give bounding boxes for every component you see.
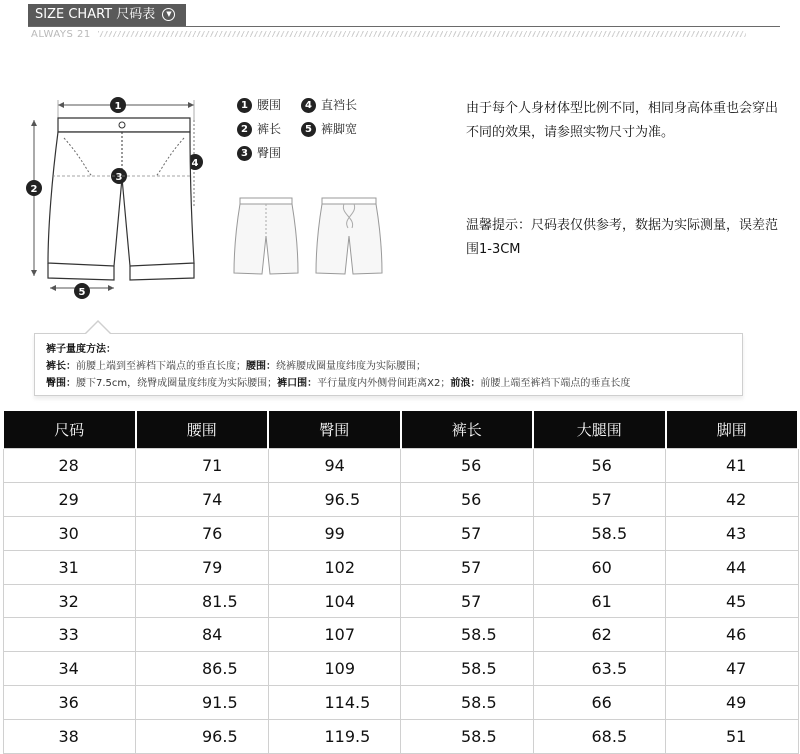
svg-text:1: 1: [114, 101, 122, 112]
table-row: [3, 449, 798, 483]
table-cell: 74: [136, 482, 269, 516]
table-cell: 42: [666, 482, 799, 516]
table-cell: 43: [666, 516, 799, 550]
chevron-down-icon: ▼: [162, 8, 175, 21]
table-cell: 91.5: [136, 686, 269, 720]
table-cell: 30: [3, 516, 136, 550]
legend-number-icon: 3: [237, 146, 252, 161]
tolerance-note: [466, 214, 796, 262]
table-cell: 56: [533, 449, 666, 483]
table-cell: 84: [136, 618, 269, 652]
shorts-front-small-icon: [234, 198, 298, 274]
size-chart-header: [0, 0, 800, 48]
fit-note-line: 由于每个人身材体型比例不同，相同身高体重也会穿出: [466, 101, 779, 116]
table-cell: 51: [666, 720, 799, 754]
table-cell: 102: [268, 550, 401, 584]
header-divider: [28, 26, 780, 27]
size-table: [2, 411, 799, 754]
header-title: SIZE CHART 尺码表: [35, 7, 156, 22]
legend-label: 直裆长: [321, 98, 358, 112]
table-cell: 58.5: [401, 652, 534, 686]
table-cell: 36: [3, 686, 136, 720]
table-cell: 99: [268, 516, 401, 550]
table-cell: 28: [3, 449, 136, 483]
table-cell: 58.5: [533, 516, 666, 550]
legend-label: 腰围: [257, 98, 282, 112]
header-tab: [28, 4, 186, 26]
table-cell: 79: [136, 550, 269, 584]
shorts-diagram-icon: [22, 58, 422, 303]
table-row: [3, 686, 798, 720]
table-cell: 33: [3, 618, 136, 652]
table-cell: 86.5: [136, 652, 269, 686]
table-header-row: [3, 411, 798, 449]
table-cell: 57: [401, 516, 534, 550]
measurement-title: 裤子量度方法：: [46, 344, 116, 355]
tolerance-note-line: 围1-3CM: [466, 242, 521, 257]
table-cell: 58.5: [401, 686, 534, 720]
table-cell: 45: [666, 584, 799, 618]
table-cell: 41: [666, 449, 799, 483]
tolerance-note-line: 温馨提示：尺码表仅供参考，数据为实际测量，误差范: [466, 218, 779, 233]
fit-note: [466, 97, 796, 145]
legend-item: [301, 97, 357, 113]
table-cell: 56: [401, 449, 534, 483]
table-cell: 76: [136, 516, 269, 550]
table-cell: 49: [666, 686, 799, 720]
col-header-length: 裤长: [401, 411, 534, 449]
svg-text:4: 4: [191, 158, 199, 169]
header-hatch-decoration: [98, 31, 746, 37]
table-cell: 34: [3, 652, 136, 686]
legend-number-icon: 1: [237, 98, 252, 113]
table-cell: 119.5: [268, 720, 401, 754]
table-cell: 57: [533, 482, 666, 516]
table-cell: 58.5: [401, 720, 534, 754]
measurement-line: 裤长：前腰上端到至裤档下端点的垂直长度；腰围：绕裤腰成圈量度纬度为实际腰围；: [46, 361, 426, 372]
svg-text:3: 3: [115, 172, 123, 183]
col-header-hip: 臀围: [268, 411, 401, 449]
legend-item: [237, 121, 281, 137]
table-cell: 31: [3, 550, 136, 584]
table-cell: 94: [268, 449, 401, 483]
table-row: [3, 618, 798, 652]
table-cell: 47: [666, 652, 799, 686]
table-cell: 58.5: [401, 618, 534, 652]
svg-text:2: 2: [30, 184, 38, 195]
table-cell: 38: [3, 720, 136, 754]
table-cell: 46: [666, 618, 799, 652]
table-cell: 60: [533, 550, 666, 584]
table-cell: 114.5: [268, 686, 401, 720]
table-row: [3, 652, 798, 686]
table-cell: 104: [268, 584, 401, 618]
table-cell: 44: [666, 550, 799, 584]
measurement-method-box: [34, 333, 743, 396]
legend-label: 裤长: [257, 122, 282, 136]
legend-item: [301, 121, 357, 137]
table-row: [3, 516, 798, 550]
table-cell: 96.5: [136, 720, 269, 754]
legend-label: 裤脚宽: [321, 122, 358, 136]
table-row: [3, 720, 798, 754]
table-cell: 62: [533, 618, 666, 652]
table-cell: 56: [401, 482, 534, 516]
callout-pointer-inner: [86, 322, 110, 334]
table-row: [3, 584, 798, 618]
col-header-size: 尺码: [3, 411, 136, 449]
table-cell: 29: [3, 482, 136, 516]
col-header-thigh: 大腿围: [533, 411, 666, 449]
measurement-line: 臀围：腰下7.5cm，绕臀成圈量度纬度为实际腰围；裤口围：平行量度内外侧骨间距离X2；前浪：前腰上端至裤裆下端点的垂直长度: [46, 378, 631, 389]
legend-item: [237, 97, 281, 113]
table-cell: 63.5: [533, 652, 666, 686]
table-row: [3, 482, 798, 516]
col-header-waist: 腰围: [136, 411, 269, 449]
legend-number-icon: 5: [301, 122, 316, 137]
shorts-back-small-icon: [316, 198, 382, 274]
table-cell: 57: [401, 584, 534, 618]
table-cell: 107: [268, 618, 401, 652]
legend-label: 臀围: [257, 146, 282, 160]
table-cell: 96.5: [268, 482, 401, 516]
col-header-hem: 脚围: [666, 411, 799, 449]
fit-note-line: 不同的效果，请参照实物尺寸为准。: [466, 125, 675, 140]
table-row: [3, 550, 798, 584]
table-cell: 71: [136, 449, 269, 483]
table-cell: 32: [3, 584, 136, 618]
legend-number-icon: 2: [237, 122, 252, 137]
table-cell: 61: [533, 584, 666, 618]
header-subtitle: ALWAYS 21: [31, 29, 91, 40]
legend-item: [237, 145, 281, 161]
svg-text:5: 5: [78, 287, 86, 298]
table-cell: 66: [533, 686, 666, 720]
table-cell: 57: [401, 550, 534, 584]
table-cell: 81.5: [136, 584, 269, 618]
table-cell: 68.5: [533, 720, 666, 754]
table-cell: 109: [268, 652, 401, 686]
legend-number-icon: 4: [301, 98, 316, 113]
